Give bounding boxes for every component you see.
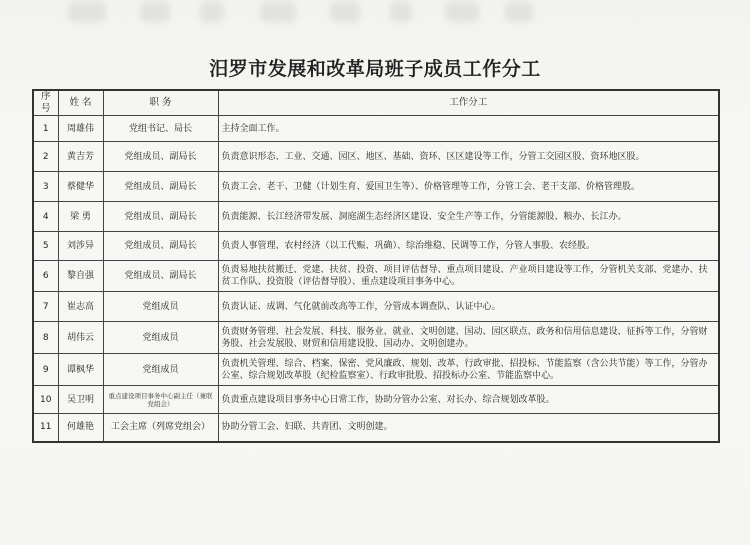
- row-name: 黄吉芳: [58, 142, 103, 172]
- row-duty: 负责易地扶贫搬迁、党建、扶贫、投资、项目评估督导、重点项目建设、产业项目建设等工作，分管机关支部、党建办、扶贫工作队、投资股（评估督导股）、重点建设项目事务中心。: [218, 261, 719, 292]
- row-no: 7: [33, 292, 58, 322]
- row-no: 8: [33, 322, 58, 354]
- row-duty: 负责意识形态、工业、交通、园区、地区、基础、资环、区区建设等工作，分管工交园区股、资环地区股。: [218, 142, 719, 172]
- row-no: 3: [33, 172, 58, 202]
- table-header-row: [33, 90, 719, 116]
- row-role: 党组成员: [103, 322, 218, 354]
- row-no: 5: [33, 232, 58, 261]
- row-name: 何雄艳: [58, 414, 103, 442]
- row-name: 吴卫明: [58, 386, 103, 414]
- table-row: [33, 232, 719, 261]
- row-name: 崔志高: [58, 292, 103, 322]
- table-row: [33, 202, 719, 232]
- row-duty: 负责财务管理、社会发展、科技、服务业、就业、文明创建、国动、园区联点、政务和信用信息建设、征拆等工作，分管财务股、社会发展股、财贸和信用建设股、国动办、文明创建办。: [218, 322, 719, 354]
- row-duty: 负责人事管理、农村经济（以工代赈、巩确）、综治维稳、民调等工作，分管人事股、农经股。: [218, 232, 719, 261]
- row-duty: 负责认证、成调、气化就前改高等工作，分管成本调查队、认证中心。: [218, 292, 719, 322]
- table-row: [33, 261, 719, 292]
- duty-table: [32, 89, 720, 443]
- row-role: 党组成员、副局长: [103, 261, 218, 292]
- header-role: 职 务: [103, 90, 218, 116]
- row-name: 刘涉异: [58, 232, 103, 261]
- table-row: [33, 414, 719, 442]
- header-name: 姓 名: [58, 90, 103, 116]
- table-row: [33, 142, 719, 172]
- row-no: 9: [33, 354, 58, 386]
- table-row: [33, 116, 719, 142]
- row-no: 2: [33, 142, 58, 172]
- row-role: 重点建设项目事务中心副主任（兼联党组会）: [103, 386, 218, 414]
- row-duty: 负责工会、老干、卫健（计划生育、爱国卫生等）、价格管理等工作，分管工会、老干支部、价格管理股。: [218, 172, 719, 202]
- table-row: [33, 354, 719, 386]
- row-name: 蔡健华: [58, 172, 103, 202]
- row-role: 党组成员、副局长: [103, 172, 218, 202]
- row-duty: 负责重点建设项目事务中心日常工作，协助分管办公室、对长办、综合规划改革股。: [218, 386, 719, 414]
- row-name: 黎自强: [58, 261, 103, 292]
- row-role: 党组成员: [103, 354, 218, 386]
- row-no: 1: [33, 116, 58, 142]
- row-duty: 负责能源、长江经济带发展、洞庭湖生态经济区建设、安全生产等工作，分管能源股、粮办、长江办。: [218, 202, 719, 232]
- row-no: 11: [33, 414, 58, 442]
- row-role: 党组成员: [103, 292, 218, 322]
- row-role: 党组成员、副局长: [103, 142, 218, 172]
- row-role: 工会主席（列席党组会）: [103, 414, 218, 442]
- scan-smudges: [60, 2, 580, 24]
- row-role: 党组书记、局长: [103, 116, 218, 142]
- table-row: [33, 292, 719, 322]
- row-name: 胡伟云: [58, 322, 103, 354]
- row-no: 10: [33, 386, 58, 414]
- page-title: 汨罗市发展和改革局班子成员工作分工: [209, 58, 541, 80]
- row-no: 6: [33, 261, 58, 292]
- table-row: [33, 386, 719, 414]
- header-no: 序号: [33, 90, 58, 116]
- table-row: [33, 172, 719, 202]
- header-duty: 工作分工: [218, 90, 719, 116]
- row-no: 4: [33, 202, 58, 232]
- row-name: 谭枫华: [58, 354, 103, 386]
- row-role: 党组成员、副局长: [103, 202, 218, 232]
- row-duty: 协助分管工会、妇联、共青团、文明创建。: [218, 414, 719, 442]
- table-row: [33, 322, 719, 354]
- row-name: 梁 勇: [58, 202, 103, 232]
- row-duty: 负责机关管理、综合、档案、保密、党风廉政、规划、改革、行政审批、招投标、节能监察（含公共节能）等工作，分管办公室、综合规划改革股（纪检监察室）、行政审批股、招投标办公室、节能监察中心。: [218, 354, 719, 386]
- row-name: 周雄伟: [58, 116, 103, 142]
- row-duty: 主持全面工作。: [218, 116, 719, 142]
- row-role: 党组成员、副局长: [103, 232, 218, 261]
